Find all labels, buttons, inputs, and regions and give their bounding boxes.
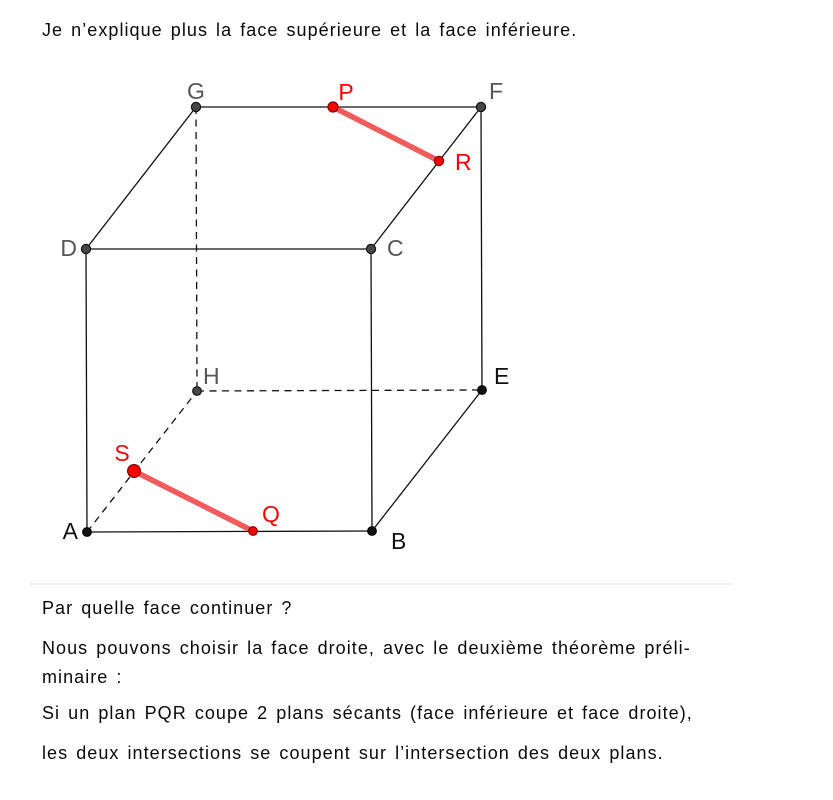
cube-edge-AH-hidden — [87, 391, 197, 532]
cube-edge-AD — [86, 249, 87, 532]
cube-edge-DG — [86, 107, 196, 249]
point-dot-E — [478, 386, 487, 395]
point-dot-S — [128, 465, 141, 478]
point-label-D: D — [60, 235, 77, 261]
cube-edge-AB — [87, 531, 372, 532]
point-dot-F — [476, 102, 485, 111]
intro-sentence: Je n’explique plus la face supérieure et la face inférieure. — [42, 20, 578, 40]
point-label-H: H — [203, 363, 220, 389]
body-line-choice-2: minaire : — [42, 667, 123, 687]
point-dot-B — [368, 527, 377, 536]
point-dot-P — [328, 102, 338, 112]
cube-edge-GH-hidden — [196, 107, 197, 391]
point-label-P: P — [338, 79, 354, 105]
point-dot-A — [83, 528, 92, 537]
cube-edge-BC — [371, 249, 372, 531]
cube-edge-FE — [481, 107, 482, 390]
point-label-F: F — [489, 78, 504, 104]
point-dot-D — [81, 244, 90, 253]
body-line-theorem-1: Si un plan PQR coupe 2 plans sécants (face inférieure et face droite), — [42, 703, 693, 723]
segment-PR — [333, 107, 439, 161]
point-label-G: G — [187, 78, 205, 104]
cube-edge-BE — [372, 390, 482, 531]
point-label-Q: Q — [262, 501, 280, 527]
point-dot-Q — [249, 527, 258, 536]
point-dot-H — [193, 387, 202, 396]
point-label-A: A — [62, 518, 78, 544]
body-line-choice-1: Nous pouvons choisir la face droite, avec le deuxième théorème préli- — [42, 638, 691, 658]
point-label-C: C — [387, 235, 404, 261]
cube-edge-HE-hidden — [197, 390, 482, 391]
point-label-E: E — [494, 363, 510, 389]
body-line-question: Par quelle face continuer ? — [42, 598, 293, 618]
point-dot-R — [434, 156, 443, 165]
segment-SQ — [134, 471, 253, 531]
point-label-R: R — [455, 149, 472, 175]
point-label-B: B — [391, 528, 407, 554]
point-label-S: S — [114, 440, 130, 466]
cube-edge-CF — [371, 107, 481, 249]
point-dot-C — [366, 244, 375, 253]
body-line-theorem-2: les deux intersections se coupent sur l’intersection des deux plans. — [42, 743, 664, 763]
